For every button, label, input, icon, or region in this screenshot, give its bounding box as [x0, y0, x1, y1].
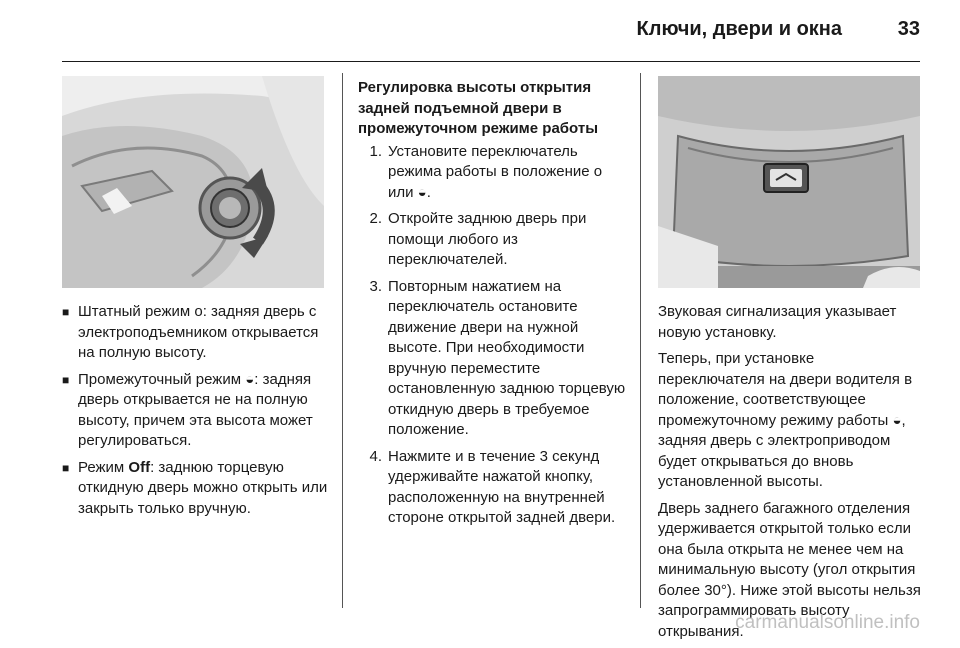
list-item [358, 209, 626, 271]
step-number: 3. [369, 277, 382, 295]
column-1 [62, 302, 328, 525]
page-number: 33 [897, 18, 920, 40]
column-2 [358, 78, 626, 535]
section-heading: Регулировка высоты открытия задней подъемной двери в промежуточном режиме работы [358, 79, 599, 137]
column-divider-2 [640, 73, 641, 608]
mode-off-label: Off [128, 458, 151, 476]
tailgate-button-illustration [658, 76, 920, 288]
list-item: ■ Режим Off: заднюю торцевую откидную дверь можно открыть или закрыть только вручную. [62, 458, 328, 517]
bullet-text: Промежуточный режим ◒: задняя дверь открывается не на полную высоту, причем эта высота может регулироваться. [78, 370, 313, 449]
step-text: Нажмите и в течение 3 секунд удерживайте нажатой кнопку, расположенную на внутренней стороне открытой задней двери. [388, 447, 616, 526]
list-item [358, 277, 626, 441]
list-item [358, 142, 626, 204]
step-text: Откройте заднюю дверь при помощи любого из переключателей. [388, 210, 587, 268]
paragraph: Теперь, при установке переключателя на двери водителя в положение, соответствующее промежуточному режиму работы ◒, задняя дверь с электроприводом будет открываться до вновь установленной высоты. [658, 350, 913, 490]
header-rule [62, 61, 920, 62]
list-item [358, 447, 626, 529]
step-text: Установите переключатель режима работы в положение o или ◒. [388, 142, 603, 201]
step-text: Повторным нажатием на переключатель остановите движение двери на нужной высоте. При необходимости вручную переместите остановленную заднюю торцевую откидную дверь в требуемое положение. [388, 277, 626, 438]
list-item: ■ Штатный режим o: задняя дверь с электроподъемником открывается на полную высоту. [62, 302, 328, 364]
watermark: carmanualsonline.info [735, 612, 920, 633]
paragraph: Дверь заднего багажного отделения удерживается открытой только если она была открыта не менее чем на минимальную высоту (угол открытия более 30°). Ниже этой высоты нельзя запрограммировать высоту открывания. [658, 499, 921, 640]
bullet-text: : заднюю торцевую откидную дверь можно открыть или закрыть только вручную. [78, 458, 328, 517]
step-number: 4. [369, 447, 382, 465]
bullet-text: Штатный режим o: задняя дверь с электроподъемником открывается на полную высоту. [78, 303, 319, 361]
list-item: ■ Промежуточный режим ◒: задняя дверь открывается не на полную высоту, причем эта высота может регулироваться. [62, 370, 328, 452]
page-header-title: Ключи, двери и окна [636, 18, 842, 40]
step-number: 2. [369, 210, 382, 227]
column-3 [658, 302, 922, 648]
paragraph: Звуковая сигнализация указывает новую установку. [658, 303, 897, 341]
door-switch-illustration [62, 76, 324, 288]
column-divider-1 [342, 73, 343, 608]
bullet-prefix: Режим [78, 458, 129, 476]
step-number: 1. [369, 142, 382, 160]
